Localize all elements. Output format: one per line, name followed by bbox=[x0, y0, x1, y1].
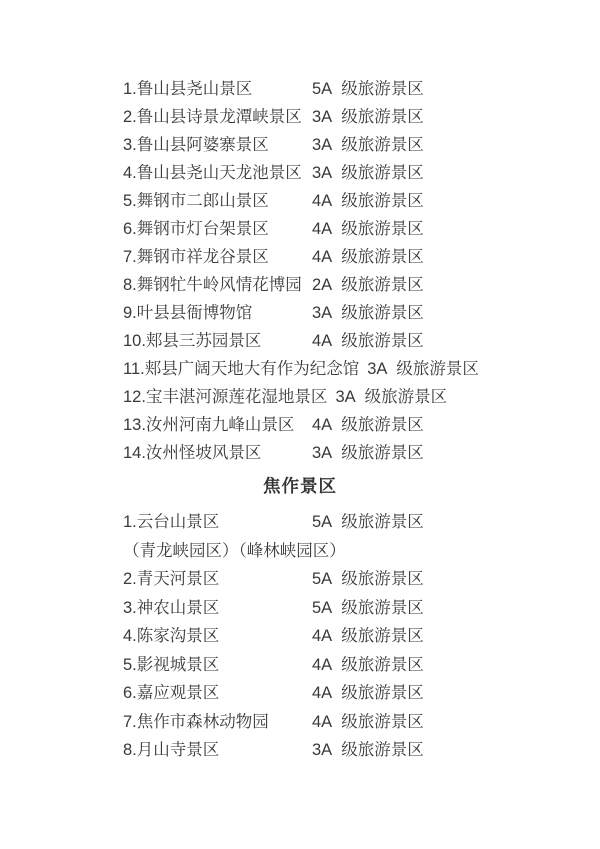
rating-suffix: 级旅游景区 bbox=[341, 80, 424, 98]
scenic-area-name: 5.舞钢市二郎山景区 bbox=[123, 192, 269, 210]
rating-suffix: 级旅游景区 bbox=[341, 444, 424, 462]
scenic-area-row bbox=[123, 271, 600, 299]
rating bbox=[312, 75, 424, 103]
scenic-area-row bbox=[123, 215, 600, 243]
rating bbox=[312, 131, 424, 159]
rating-grade: 4A bbox=[312, 655, 333, 674]
scenic-area-row bbox=[123, 565, 600, 594]
scenic-area-row bbox=[123, 508, 600, 537]
scenic-area-row bbox=[123, 594, 600, 623]
rating bbox=[312, 243, 424, 271]
scenic-area-row bbox=[123, 708, 600, 737]
rating bbox=[312, 187, 424, 215]
rating bbox=[367, 355, 479, 383]
rating-suffix: 级旅游景区 bbox=[364, 388, 448, 406]
rating-grade: 4A bbox=[312, 416, 333, 434]
rating-grade: 3A bbox=[312, 164, 333, 182]
rating-grade: 5A bbox=[312, 513, 333, 531]
scenic-area-name: 8.舞钢牤牛岭风情花博园 bbox=[123, 276, 302, 294]
rating-suffix: 级旅游景区 bbox=[341, 220, 424, 238]
rating bbox=[312, 103, 424, 131]
rating-grade: 3A bbox=[312, 108, 333, 126]
scenic-area-name: 14.汝州怪坡风景区 bbox=[123, 444, 262, 462]
rating-suffix: 级旅游景区 bbox=[341, 655, 424, 674]
rating-suffix: 级旅游景区 bbox=[341, 684, 424, 702]
rating bbox=[312, 271, 424, 299]
rating bbox=[312, 215, 424, 243]
rating bbox=[312, 708, 424, 737]
rating-grade: 4A bbox=[312, 684, 333, 702]
rating bbox=[312, 565, 424, 594]
rating-grade: 4A bbox=[312, 248, 333, 266]
rating-grade: 5A bbox=[312, 570, 333, 588]
rating-suffix: 级旅游景区 bbox=[341, 192, 424, 210]
rating-grade: 3A bbox=[335, 388, 356, 406]
rating-grade: 4A bbox=[312, 712, 333, 731]
rating-grade: 5A bbox=[312, 80, 333, 98]
rating bbox=[312, 622, 424, 651]
scenic-area-name: 6.嘉应观景区 bbox=[123, 684, 220, 702]
scenic-area-row bbox=[123, 383, 600, 411]
rating-suffix: 级旅游景区 bbox=[341, 164, 424, 182]
rating-grade: 4A bbox=[312, 220, 333, 238]
scenic-area-name: 1.云台山景区 bbox=[123, 513, 220, 531]
rating bbox=[312, 299, 424, 327]
scenic-area-row bbox=[123, 103, 600, 131]
scenic-area-name: 6.舞钢市灯台架景区 bbox=[123, 220, 269, 238]
rating-grade: 3A bbox=[312, 444, 333, 462]
rating-grade: 4A bbox=[312, 332, 333, 350]
rating-grade: 4A bbox=[312, 627, 333, 645]
scenic-area-row bbox=[123, 651, 600, 680]
scenic-area-row bbox=[123, 327, 600, 355]
scenic-area-name: 3.神农山景区 bbox=[123, 598, 220, 617]
scenic-area-name: 12.宝丰湛河源莲花湿地景区 bbox=[123, 388, 328, 406]
rating-grade: 4A bbox=[312, 192, 333, 210]
rating-suffix: 级旅游景区 bbox=[341, 248, 424, 266]
scenic-area-name: 7.舞钢市祥龙谷景区 bbox=[123, 248, 269, 266]
scenic-area-name: 11.郏县广阔天地大有作为纪念馆 bbox=[123, 360, 360, 378]
rating bbox=[312, 508, 424, 537]
scenic-area-name: 1.鲁山县尧山景区 bbox=[123, 80, 253, 98]
scenic-area-name: 2.青天河景区 bbox=[123, 570, 220, 588]
rating bbox=[312, 439, 424, 467]
rating bbox=[312, 327, 424, 355]
pingdingshan-scenic-list bbox=[123, 0, 600, 467]
scenic-area-row bbox=[123, 187, 600, 215]
rating-suffix: 级旅游景区 bbox=[341, 570, 424, 588]
rating-suffix: 级旅游景区 bbox=[341, 136, 424, 154]
scenic-area-name: 9.叶县县衙博物馆 bbox=[123, 304, 253, 322]
scenic-area-row bbox=[123, 411, 600, 439]
scenic-area-row bbox=[123, 679, 600, 708]
sub-area-note: （青龙峡园区）（峰林峡园区） bbox=[123, 541, 346, 560]
scenic-area-row bbox=[123, 159, 600, 187]
scenic-area-name: 3.鲁山县阿婆寨景区 bbox=[123, 136, 269, 154]
rating-grade: 3A bbox=[312, 304, 333, 322]
rating bbox=[312, 411, 424, 439]
rating bbox=[312, 594, 424, 623]
rating bbox=[312, 651, 424, 680]
rating-suffix: 级旅游景区 bbox=[341, 598, 424, 617]
scenic-area-row bbox=[123, 131, 600, 159]
scenic-area-name: 5.影视城景区 bbox=[123, 655, 220, 674]
jiaozuo-scenic-list bbox=[123, 508, 600, 765]
scenic-area-row bbox=[123, 299, 600, 327]
rating-suffix: 级旅游景区 bbox=[341, 712, 424, 731]
scenic-area-name: 2.鲁山县诗景龙潭峡景区 bbox=[123, 108, 302, 126]
scenic-area-row bbox=[123, 622, 600, 651]
rating-grade: 2A bbox=[312, 276, 333, 294]
rating-suffix: 级旅游景区 bbox=[341, 276, 424, 294]
scenic-area-name: 8.月山寺景区 bbox=[123, 741, 220, 759]
scenic-area-row bbox=[123, 243, 600, 271]
scenic-area-name: 4.鲁山县尧山天龙池景区 bbox=[123, 164, 302, 182]
rating-grade: 3A bbox=[312, 136, 333, 154]
rating-suffix: 级旅游景区 bbox=[341, 513, 424, 531]
section-heading: 焦作景区 bbox=[263, 476, 337, 496]
rating bbox=[312, 679, 424, 708]
scenic-area-row bbox=[123, 439, 600, 467]
rating-grade: 3A bbox=[367, 360, 388, 378]
rating-suffix: 级旅游景区 bbox=[341, 627, 424, 645]
rating-suffix: 级旅游景区 bbox=[341, 108, 424, 126]
rating-grade: 5A bbox=[312, 598, 333, 617]
scenic-area-name: 13.汝州河南九峰山景区 bbox=[123, 416, 295, 434]
rating-suffix: 级旅游景区 bbox=[341, 741, 424, 759]
rating-suffix: 级旅游景区 bbox=[341, 304, 424, 322]
rating bbox=[312, 159, 424, 187]
scenic-area-name: 7.焦作市森林动物园 bbox=[123, 712, 269, 731]
scenic-area-row bbox=[123, 355, 600, 383]
rating-suffix: 级旅游景区 bbox=[341, 416, 424, 434]
rating-suffix: 级旅游景区 bbox=[341, 332, 424, 350]
scenic-area-row bbox=[123, 736, 600, 765]
rating bbox=[335, 383, 447, 411]
scenic-area-name: 4.陈家沟景区 bbox=[123, 627, 220, 645]
rating-suffix: 级旅游景区 bbox=[396, 360, 479, 378]
rating-grade: 3A bbox=[312, 741, 333, 759]
scenic-area-row bbox=[123, 75, 600, 103]
scenic-area-name: 10.郏县三苏园景区 bbox=[123, 332, 262, 350]
rating bbox=[312, 736, 424, 765]
